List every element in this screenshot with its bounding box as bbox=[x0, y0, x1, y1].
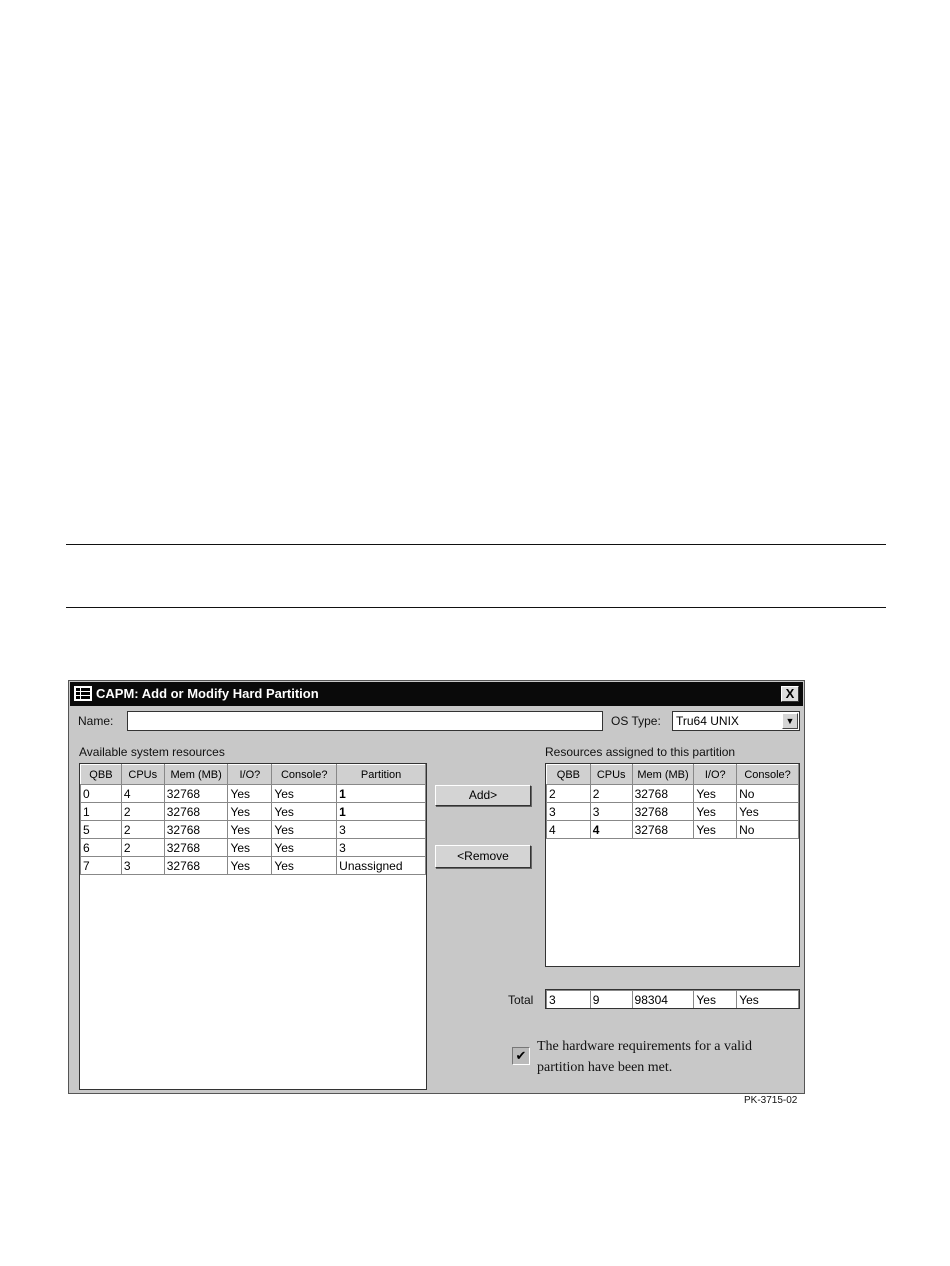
figure-id: PK-3715-02 bbox=[744, 1095, 798, 1106]
table-cell: 4 bbox=[590, 821, 632, 839]
table-cell: Yes bbox=[694, 821, 737, 839]
os-type-value: Tru64 UNIX bbox=[676, 714, 739, 728]
dialog-window bbox=[68, 680, 805, 1094]
column-header[interactable]: CPUs bbox=[121, 765, 164, 785]
available-resources-table[interactable] bbox=[79, 763, 427, 1090]
table-cell: 3 bbox=[590, 803, 632, 821]
checkmark-icon: ✔ bbox=[515, 1048, 527, 1063]
table-cell: 6 bbox=[81, 839, 122, 857]
os-type-label: OS Type: bbox=[611, 714, 661, 728]
assigned-header-row bbox=[547, 765, 799, 785]
table-cell: 7 bbox=[81, 857, 122, 875]
table-cell: 2 bbox=[121, 839, 164, 857]
table-row[interactable] bbox=[81, 821, 426, 839]
table-cell: 2 bbox=[547, 785, 591, 803]
total-cell: Yes bbox=[737, 991, 799, 1009]
column-header[interactable]: Mem (MB) bbox=[632, 765, 694, 785]
table-cell: 1 bbox=[81, 803, 122, 821]
total-cell: Yes bbox=[694, 991, 737, 1009]
table-cell: No bbox=[737, 785, 799, 803]
table-cell: Yes bbox=[272, 857, 337, 875]
table-cell: 4 bbox=[547, 821, 591, 839]
table-cell: Yes bbox=[694, 803, 737, 821]
table-cell: 2 bbox=[590, 785, 632, 803]
column-header[interactable]: Console? bbox=[272, 765, 337, 785]
table-cell: 32768 bbox=[164, 803, 228, 821]
table-cell: Yes bbox=[272, 839, 337, 857]
table-cell: 4 bbox=[121, 785, 164, 803]
column-header[interactable]: I/O? bbox=[694, 765, 737, 785]
column-header[interactable]: CPUs bbox=[590, 765, 632, 785]
table-cell: Yes bbox=[228, 839, 272, 857]
total-table bbox=[545, 989, 800, 1009]
column-header[interactable]: Mem (MB) bbox=[164, 765, 228, 785]
table-row[interactable] bbox=[547, 803, 799, 821]
window-menu-icon[interactable] bbox=[74, 686, 92, 701]
column-header[interactable]: Partition bbox=[337, 765, 426, 785]
top-rule bbox=[66, 544, 886, 545]
window-title: CAPM: Add or Modify Hard Partition bbox=[96, 686, 319, 701]
table-cell: 32768 bbox=[164, 821, 228, 839]
table-row[interactable] bbox=[81, 785, 426, 803]
requirements-message bbox=[537, 1036, 797, 1078]
table-cell: Yes bbox=[228, 785, 272, 803]
column-header[interactable]: Console? bbox=[737, 765, 799, 785]
available-heading: Available system resources bbox=[79, 745, 225, 759]
table-cell: Yes bbox=[737, 803, 799, 821]
table-cell: Yes bbox=[272, 803, 337, 821]
table-row[interactable] bbox=[81, 857, 426, 875]
table-cell: Yes bbox=[694, 785, 737, 803]
table-cell: 1 bbox=[337, 785, 426, 803]
name-input[interactable] bbox=[127, 711, 603, 731]
table-cell: Yes bbox=[228, 857, 272, 875]
table-cell: 3 bbox=[121, 857, 164, 875]
table-cell: 32768 bbox=[632, 821, 694, 839]
table-cell: 32768 bbox=[632, 785, 694, 803]
table-row[interactable] bbox=[81, 839, 426, 857]
table-cell: Yes bbox=[228, 821, 272, 839]
table-cell: 32768 bbox=[164, 785, 228, 803]
table-cell: 1 bbox=[337, 803, 426, 821]
table-cell: Yes bbox=[272, 785, 337, 803]
assigned-heading: Resources assigned to this partition bbox=[545, 745, 736, 759]
table-row[interactable] bbox=[81, 803, 426, 821]
table-cell: Yes bbox=[228, 803, 272, 821]
table-row[interactable] bbox=[547, 785, 799, 803]
total-row bbox=[547, 991, 799, 1009]
close-button[interactable]: X bbox=[781, 686, 799, 702]
table-cell: Yes bbox=[272, 821, 337, 839]
table-cell: 3 bbox=[337, 839, 426, 857]
table-cell: 32768 bbox=[164, 839, 228, 857]
requirements-met-checkbox[interactable] bbox=[512, 1047, 530, 1065]
column-header[interactable]: QBB bbox=[81, 765, 122, 785]
total-cell: 9 bbox=[590, 991, 632, 1009]
total-cell: 98304 bbox=[632, 991, 694, 1009]
name-label: Name: bbox=[78, 714, 114, 728]
table-cell: No bbox=[737, 821, 799, 839]
table-cell: 5 bbox=[81, 821, 122, 839]
table-cell: 32768 bbox=[632, 803, 694, 821]
add-button[interactable]: Add> bbox=[435, 785, 531, 806]
available-header-row bbox=[81, 765, 426, 785]
assigned-resources-table[interactable] bbox=[545, 763, 800, 967]
column-header[interactable]: I/O? bbox=[228, 765, 272, 785]
total-label: Total bbox=[508, 993, 534, 1007]
table-cell: 2 bbox=[121, 803, 164, 821]
table-cell: 3 bbox=[337, 821, 426, 839]
requirements-line-1: The hardware requirements for a valid bbox=[537, 1039, 752, 1054]
table-cell: 2 bbox=[121, 821, 164, 839]
requirements-line-2: partition have been met. bbox=[537, 1060, 673, 1075]
remove-button[interactable]: <Remove bbox=[435, 845, 531, 868]
table-cell: 3 bbox=[547, 803, 591, 821]
table-row[interactable] bbox=[547, 821, 799, 839]
chevron-down-icon[interactable]: ▼ bbox=[782, 713, 798, 729]
total-cell: 3 bbox=[547, 991, 591, 1009]
os-type-select[interactable] bbox=[672, 711, 800, 731]
column-header[interactable]: QBB bbox=[547, 765, 591, 785]
table-cell: Unassigned bbox=[337, 857, 426, 875]
bottom-rule bbox=[66, 607, 886, 608]
title-bar[interactable] bbox=[70, 682, 803, 706]
table-cell: 0 bbox=[81, 785, 122, 803]
table-cell: 32768 bbox=[164, 857, 228, 875]
